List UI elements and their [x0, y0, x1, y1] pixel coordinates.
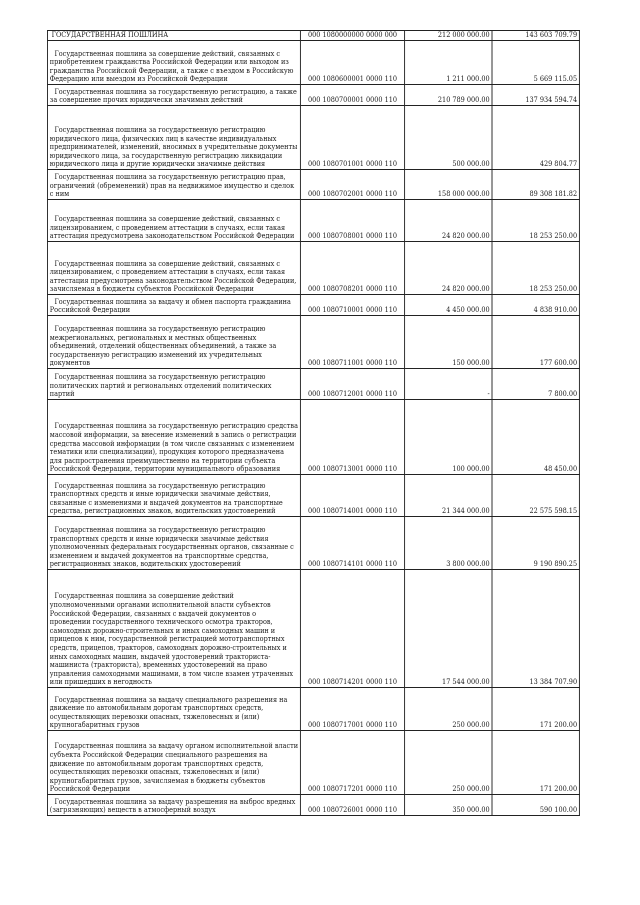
- row-code: 000 1080714201 0000 110: [300, 570, 404, 688]
- row-plan: 24 820 000.00: [405, 242, 492, 295]
- table-row: [47, 106, 579, 170]
- row-name: ГОСУДАРСТВЕННАЯ ПОШЛИНА: [47, 31, 300, 41]
- row-name: Государственная пошлина за государственную регистрацию, а также за совершение прочих юридически значимых действий: [47, 85, 300, 106]
- table-row: [47, 400, 579, 475]
- row-fact: 89 308 181.82: [492, 170, 579, 200]
- row-name: Государственная пошлина за государственную регистрацию транспортных средств и иные юридически значимые действия уполномоченных федеральных государственных органов, связанные с изменением и выдачей документов на транспортные средства, регистрационных знаков, водительских удостоверений: [47, 517, 300, 570]
- row-fact: 18 253 250.00: [492, 200, 579, 242]
- row-fact: 590 100.00: [492, 795, 579, 816]
- row-plan: 24 820 000.00: [405, 200, 492, 242]
- row-plan: 3 800 000.00: [405, 517, 492, 570]
- row-fact: 143 603 709.79: [492, 31, 579, 41]
- row-plan: 500 000.00: [405, 106, 492, 170]
- row-fact: 429 804.77: [492, 106, 579, 170]
- row-name: Государственная пошлина за государственную регистрацию юридического лица, физических лиц в качестве индивидуальных предпринимателей, изменений, вносимых в учредительные документы юридического лица, за государственную регистрацию ликвидации юридического лица и другие юридически значимые действия: [47, 106, 300, 170]
- row-name: Государственная пошлина за государственную регистрацию прав, ограничений (обременений) прав на недвижимое имущество и сделок с ним: [47, 170, 300, 200]
- row-code: 000 1080714001 0000 110: [300, 475, 404, 517]
- row-plan: 21 344 000.00: [405, 475, 492, 517]
- row-code: 000 1080000000 0000 000: [300, 31, 404, 41]
- row-name: Государственная пошлина за государственную регистрацию транспортных средств и иные юридически значимые действия, связанные с изменениями и выдачей документов на транспортные средства, регистрационных знаков, водительских удостоверений: [47, 475, 300, 517]
- row-plan: 250 000.00: [405, 688, 492, 731]
- table-row: [47, 31, 579, 41]
- row-code: 000 1080701001 0000 110: [300, 106, 404, 170]
- row-code: 000 1080714101 0000 110: [300, 517, 404, 570]
- row-fact: 13 384 707.90: [492, 570, 579, 688]
- row-fact: 137 934 594.74: [492, 85, 579, 106]
- row-fact: 9 190 890.25: [492, 517, 579, 570]
- row-code: 000 1080600001 0000 110: [300, 41, 404, 85]
- row-fact: 5 669 115.05: [492, 41, 579, 85]
- table-row: [47, 731, 579, 795]
- row-name: Государственная пошлина за выдачу органом исполнительной власти субъекта Российской Федерации специального разрешения на движение по автомобильным дорогам транспортных средств, осуществляющих перевозки опасных, тяжеловесных и (или) крупногабаритных грузов, зачисляемая в бюджеты субъектов Российской Федерации: [47, 731, 300, 795]
- budget-sheet: [47, 30, 579, 816]
- table-row: [47, 200, 579, 242]
- row-name: Государственная пошлина за совершение действий, связанных с лицензированием, с проведением аттестации в случаях, если такая аттестация предусмотрена законодательством Российской Федерации, зачисляемая в бюджеты субъектов Российской Федерации: [47, 242, 300, 295]
- row-plan: 4 450 000.00: [405, 295, 492, 316]
- row-plan: 210 789 000.00: [405, 85, 492, 106]
- table-row: [47, 85, 579, 106]
- row-plan: 17 544 000.00: [405, 570, 492, 688]
- row-fact: 4 838 910.00: [492, 295, 579, 316]
- row-code: 000 1080702001 0000 110: [300, 170, 404, 200]
- row-fact: 7 800.00: [492, 369, 579, 400]
- row-name: Государственная пошлина за выдачу специального разрешения на движение по автомобильным дорогам транспортных средств, осуществляющих перевозки опасных, тяжеловесных и (или) крупногабаритных грузов: [47, 688, 300, 731]
- row-name: Государственная пошлина за государственную регистрацию политических партий и региональных отделений политических партий: [47, 369, 300, 400]
- row-name: Государственная пошлина за государственную регистрацию средства массовой информации, за внесение изменений в запись о регистрации средства массовой информации (в том числе связанных с изменением тематики или специализации), продукция которого предназначена для распространения преимущественно на территории субъекта Российской Федерации, территории муниципального образования: [47, 400, 300, 475]
- row-plan: 212 000 000.00: [405, 31, 492, 41]
- row-code: 000 1080712001 0000 110: [300, 369, 404, 400]
- row-plan: 350 000.00: [405, 795, 492, 816]
- row-fact: 18 253 250.00: [492, 242, 579, 295]
- row-name: Государственная пошлина за государственную регистрацию межрегиональных, региональных и местных общественных объединений, отделений общественных объединений, а также за государственную регистрацию изменений их учредительных документов: [47, 316, 300, 369]
- row-plan: 150 000.00: [405, 316, 492, 369]
- table-row: [47, 688, 579, 731]
- table-row: [47, 795, 579, 816]
- row-code: 000 1080726001 0000 110: [300, 795, 404, 816]
- row-code: 000 1080708201 0000 110: [300, 242, 404, 295]
- row-name: Государственная пошлина за совершение действий, связанных с приобретением гражданства Российской Федерации или выходом из гражданства Российской Федерации, а также с въездом в Российскую Федерацию или выездом из Российской Федерации: [47, 41, 300, 85]
- table-row: [47, 41, 579, 85]
- row-code: 000 1080717201 0000 110: [300, 731, 404, 795]
- row-code: 000 1080700001 0000 110: [300, 85, 404, 106]
- row-fact: 48 450.00: [492, 400, 579, 475]
- row-fact: 171 200.00: [492, 731, 579, 795]
- row-fact: 177 600.00: [492, 316, 579, 369]
- row-plan: 1 211 000.00: [405, 41, 492, 85]
- table-row: [47, 242, 579, 295]
- table-row: [47, 316, 579, 369]
- table-row: [47, 170, 579, 200]
- row-plan: 250 000.00: [405, 731, 492, 795]
- row-code: 000 1080717001 0000 110: [300, 688, 404, 731]
- row-code: 000 1080710001 0000 110: [300, 295, 404, 316]
- row-name: Государственная пошлина за выдачу и обмен паспорта гражданина Российской Федерации: [47, 295, 300, 316]
- row-plan: 100 000.00: [405, 400, 492, 475]
- table-row: [47, 295, 579, 316]
- table-row: [47, 369, 579, 400]
- table-row: [47, 517, 579, 570]
- row-code: 000 1080708001 0000 110: [300, 200, 404, 242]
- row-code: 000 1080713001 0000 110: [300, 400, 404, 475]
- row-fact: 22 575 598.15: [492, 475, 579, 517]
- row-plan: 158 000 000.00: [405, 170, 492, 200]
- row-fact: 171 200.00: [492, 688, 579, 731]
- row-name: Государственная пошлина за выдачу разрешения на выброс вредных (загрязняющих) веществ в атмосферный воздух: [47, 795, 300, 816]
- row-name: Государственная пошлина за совершение действий, связанных с лицензированием, с проведением аттестации в случаях, если такая аттестация предусмотрена законодательством Российской Федерации: [47, 200, 300, 242]
- table-row: [47, 475, 579, 517]
- row-name: Государственная пошлина за совершение действий уполномоченными органами исполнительной власти субъектов Российской Федерации, связанных с выдачей документов о проведении государственного технического осмотра тракторов, самоходных дорожно-строительных и иных самоходных машин и прицепов к ним, государственной регистрацией мототранспортных средств, прицепов, тракторов, самоходных дорожно-строительных и иных самоходных машин, выдачей удостоверений тракториста-машиниста (тракториста), временных удостоверений на право управления самоходными машинами, в том числе взамен утраченных или пришедших в негодность: [47, 570, 300, 688]
- budget-table: [47, 30, 580, 816]
- row-code: 000 1080711001 0000 110: [300, 316, 404, 369]
- table-row: [47, 570, 579, 688]
- row-plan: -: [405, 369, 492, 400]
